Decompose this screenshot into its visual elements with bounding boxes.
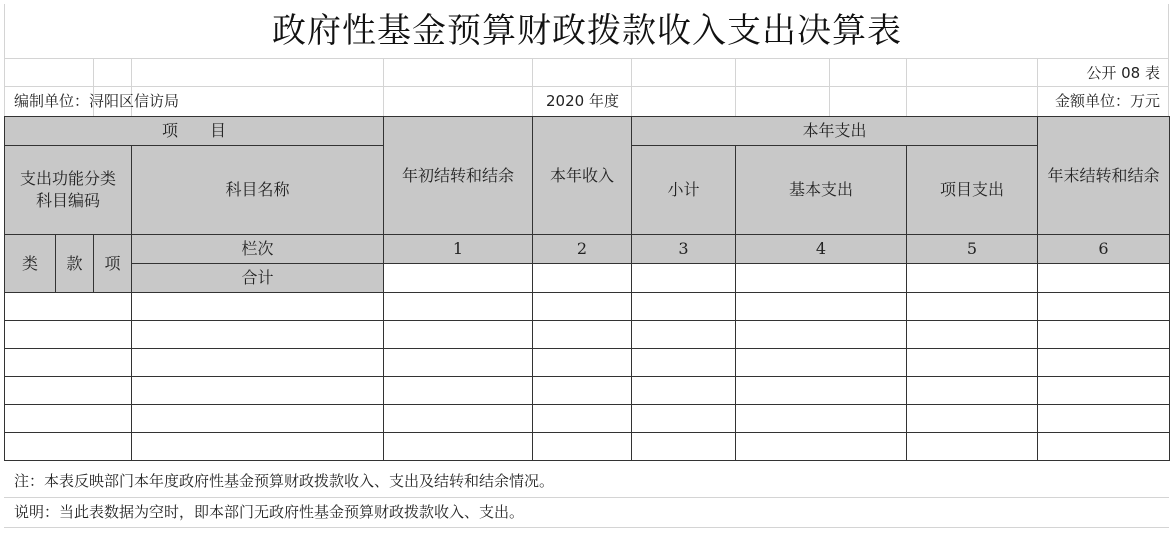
grid-line [631,58,632,116]
grid-line [735,58,736,116]
header-begin-balance: 年初结转和结余 [384,117,533,235]
column-index-3: 3 [632,235,736,264]
table-row [5,405,1170,433]
data-cell[interactable] [384,433,533,461]
table-row [5,349,1170,377]
header-kuan: 款 [56,235,94,293]
header-xiang: 项 [94,235,132,293]
data-cell[interactable] [736,349,907,377]
budget-table [4,116,1170,461]
data-cell[interactable] [736,293,907,321]
grid-line [4,497,1169,498]
data-cell[interactable] [632,293,736,321]
table-row [5,377,1170,405]
subject-cell[interactable] [132,349,384,377]
table-row [5,321,1170,349]
data-cell[interactable] [384,405,533,433]
grid-line [383,58,384,116]
data-cell[interactable] [736,433,907,461]
data-cell[interactable] [533,293,632,321]
column-index-4: 4 [736,235,907,264]
data-cell[interactable] [1038,293,1170,321]
column-index-2: 2 [533,235,632,264]
data-cell[interactable] [533,433,632,461]
subject-cell[interactable] [132,293,384,321]
subject-cell[interactable] [132,433,384,461]
grid-line [4,58,1169,59]
data-cell[interactable] [384,293,533,321]
subject-cell[interactable] [132,321,384,349]
data-cell[interactable] [632,433,736,461]
total-cell[interactable] [907,264,1038,293]
data-cell[interactable] [632,405,736,433]
table-explanation: 说明：当此表数据为空时，即本部门无政府性基金预算财政拨款收入、支出。 [14,503,525,521]
data-cell[interactable] [1038,405,1170,433]
header-income: 本年收入 [533,117,632,235]
data-cell[interactable] [1038,433,1170,461]
header-subtotal: 小计 [632,146,736,235]
data-cell[interactable] [907,377,1038,405]
table-row [5,293,1170,321]
total-label: 合计 [132,264,384,293]
grid-line [4,86,1169,87]
column-index-label: 栏次 [132,235,384,264]
code-cell[interactable] [5,377,132,405]
grid-line [1037,58,1038,116]
total-cell[interactable] [384,264,533,293]
report-title: 政府性基金预算财政拨款收入支出决算表 [272,11,902,51]
data-cell[interactable] [736,377,907,405]
data-cell[interactable] [632,349,736,377]
data-cell[interactable] [533,321,632,349]
data-cell[interactable] [736,321,907,349]
data-cell[interactable] [632,321,736,349]
data-cell[interactable] [1038,349,1170,377]
data-cell[interactable] [907,433,1038,461]
table-number: 公开 08 表 [1086,64,1160,82]
data-cell[interactable] [384,377,533,405]
code-cell[interactable] [5,349,132,377]
data-cell[interactable] [384,321,533,349]
amount-unit: 金额单位：万元 [1054,92,1160,110]
code-cell[interactable] [5,293,132,321]
header-item: 项 目 [5,117,384,146]
total-cell[interactable] [533,264,632,293]
data-cell[interactable] [1038,321,1170,349]
data-cell[interactable] [533,349,632,377]
grid-line [532,58,533,116]
data-cell[interactable] [907,405,1038,433]
data-cell[interactable] [384,349,533,377]
data-cell[interactable] [907,321,1038,349]
total-cell[interactable] [736,264,907,293]
header-project-expense: 项目支出 [907,146,1038,235]
column-index-6: 6 [1038,235,1170,264]
table-row [5,433,1170,461]
subject-cell[interactable] [132,405,384,433]
header-end-balance: 年末结转和结余 [1038,117,1170,235]
total-cell[interactable] [632,264,736,293]
header-basic-expense: 基本支出 [736,146,907,235]
data-cell[interactable] [533,405,632,433]
data-cell[interactable] [907,293,1038,321]
column-index-1: 1 [384,235,533,264]
code-cell[interactable] [5,405,132,433]
header-class: 类 [5,235,56,293]
total-cell[interactable] [1038,264,1170,293]
header-expense-group: 本年支出 [632,117,1038,146]
data-cell[interactable] [632,377,736,405]
grid-line [4,527,1169,528]
subject-cell[interactable] [132,377,384,405]
data-cell[interactable] [533,377,632,405]
table-note: 注：本表反映部门本年度政府性基金预算财政拨款收入、支出及结转和结余情况。 [14,472,555,490]
grid-line [906,58,907,116]
column-index-5: 5 [907,235,1038,264]
compiling-unit: 编制单位：浔阳区信访局 [14,92,180,110]
grid-line [829,58,830,116]
code-cell[interactable] [5,433,132,461]
header-func-code: 支出功能分类科目编码 [5,146,132,235]
data-cell[interactable] [1038,377,1170,405]
data-cell[interactable] [907,349,1038,377]
data-cell[interactable] [736,405,907,433]
fiscal-year: 2020 年度 [546,92,619,110]
header-subject-name: 科目名称 [132,146,384,235]
code-cell[interactable] [5,321,132,349]
